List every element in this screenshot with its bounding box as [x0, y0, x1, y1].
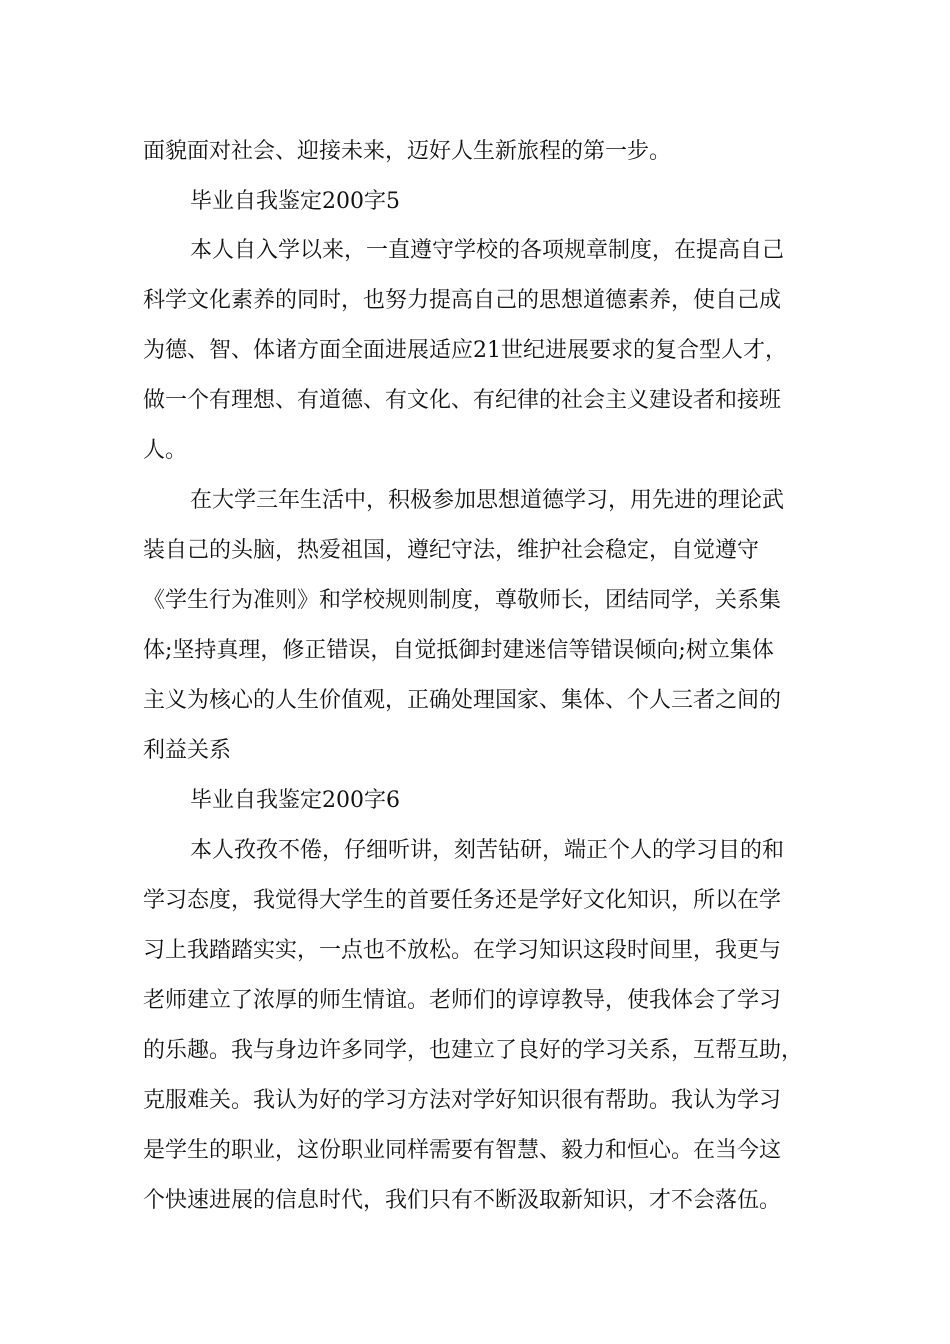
text-line: 本人自入学以来，一直遵守学校的各项规章制度，在提高自己 — [190, 238, 785, 263]
section-heading: 毕业自我鉴定200字6 — [190, 788, 400, 813]
text-line: 做一个有理想、有道德、有文化、有纪律的社会主义建设者和接班 — [143, 388, 782, 413]
text-line: 在大学三年生活中，积极参加思想道德学习，用先进的理论武 — [190, 488, 785, 513]
text-line: 人。 — [143, 438, 188, 463]
text-line: 是学生的职业，这份职业同样需要有智慧、毅力和恒心。在当今这 — [143, 1138, 782, 1163]
text-line: 个快速进展的信息时代，我们只有不断汲取新知识，才不会落伍。 — [143, 1188, 782, 1213]
text-line: 习上我踏踏实实，一点也不放松。在学习知识这段时间里，我更与 — [143, 938, 782, 963]
text-line: 克服难关。我认为好的学习方法对学好知识很有帮助。我认为学习 — [143, 1088, 782, 1113]
text-line: 利益关系 — [143, 738, 232, 763]
text-line: 体;坚持真理，修正错误，自觉抵御封建迷信等错误倾向;树立集体 — [143, 638, 774, 663]
text-line: 面貌面对社会、迎接未来，迈好人生新旅程的第一步。 — [143, 139, 672, 164]
text-line: 主义为核心的人生价值观，正确处理国家、集体、个人三者之间的 — [143, 688, 782, 713]
text-line: 科学文化素养的同时，也努力提高自己的思想道德素养，使自己成 — [143, 288, 782, 313]
text-line: 为德、智、体诸方面全面进展适应21世纪进展要求的复合型人才， — [143, 338, 787, 363]
text-line: 学习态度，我觉得大学生的首要任务还是学好文化知识，所以在学 — [143, 888, 782, 913]
text-line: 老师建立了浓厚的师生情谊。老师们的谆谆教导，使我体会了学习 — [143, 988, 782, 1013]
text-line: 装自己的头脑，热爱祖国，遵纪守法，维护社会稳定，自觉遵守 — [143, 538, 760, 563]
section-heading: 毕业自我鉴定200字5 — [190, 189, 400, 214]
text-line: 《学生行为准则》和学校规则制度，尊敬师长，团结同学，关系集 — [143, 588, 782, 613]
text-line: 本人孜孜不倦，仔细听讲，刻苦钻研，端正个人的学习目的和 — [190, 838, 785, 863]
text-line: 的乐趣。我与身边许多同学，也建立了良好的学习关系，互帮互助， — [143, 1038, 804, 1063]
